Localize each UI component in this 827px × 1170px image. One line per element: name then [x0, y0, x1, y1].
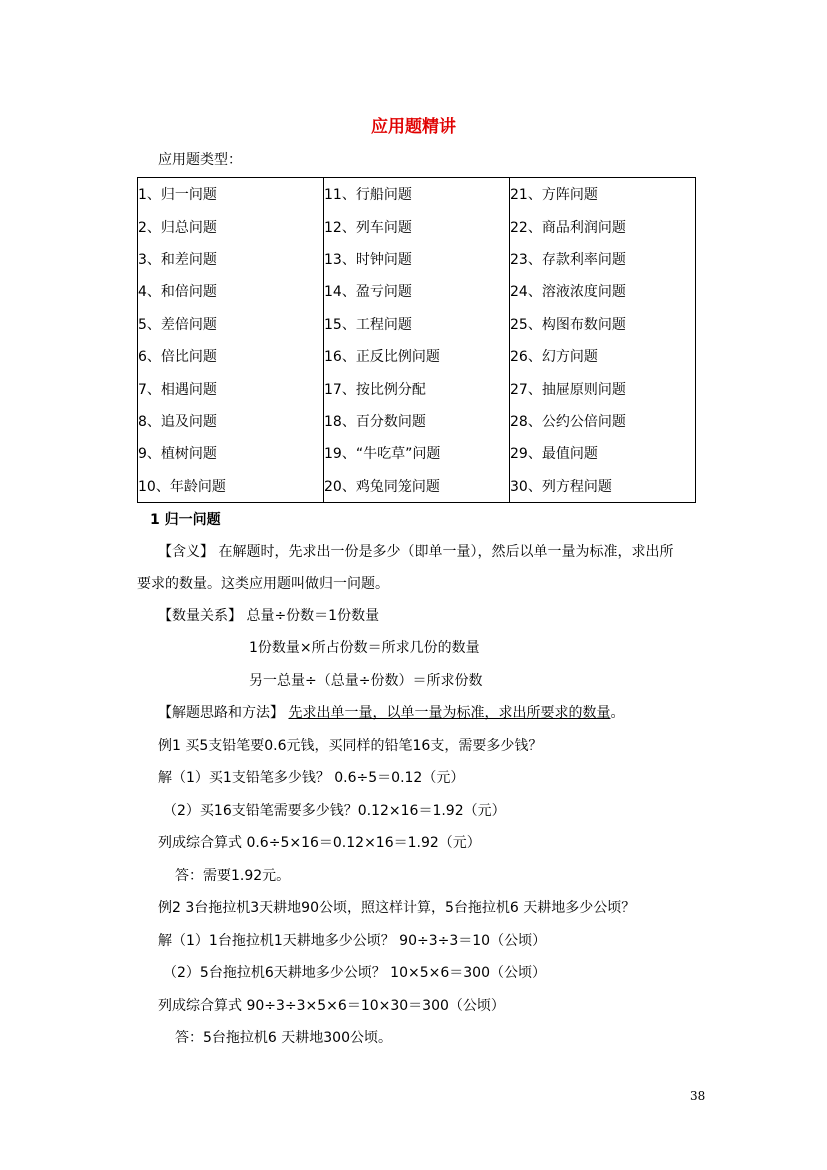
- type-cell: 5、差倍问题: [138, 308, 324, 340]
- type-cell: 27、抽屉原则问题: [510, 372, 696, 404]
- type-cell: 1、归一问题: [138, 178, 324, 211]
- type-cell: 12、列车问题: [324, 210, 510, 242]
- types-row: [138, 405, 696, 437]
- page-title: 应用题精讲: [371, 117, 456, 137]
- type-cell: 29、最值问题: [510, 437, 696, 469]
- types-row: [138, 372, 696, 404]
- relation-line-3: 另一总量÷（总量÷份数）＝所求份数: [249, 673, 483, 689]
- page-number: 38: [690, 1089, 706, 1103]
- type-cell: 30、列方程问题: [510, 470, 696, 503]
- type-cell: 7、相遇问题: [138, 372, 324, 404]
- type-cell: 22、商品利润问题: [510, 210, 696, 242]
- type-cell: 18、百分数问题: [324, 405, 510, 437]
- type-cell: 21、方阵问题: [510, 178, 696, 211]
- example2-answer: 答：5台拖拉机6 天耕地300公顷。: [175, 1030, 392, 1046]
- type-cell: 23、存款利率问题: [510, 243, 696, 275]
- type-cell: 17、按比例分配: [324, 372, 510, 404]
- meaning-tag: 【含义】: [158, 544, 214, 560]
- type-cell: 9、植树问题: [138, 437, 324, 469]
- type-cell: 13、时钟问题: [324, 243, 510, 275]
- example1-step2: （2）买16支铅笔需要多少钱？0.12×16＝1.92（元）: [163, 803, 506, 819]
- type-cell: 2、归总问题: [138, 210, 324, 242]
- type-cell: 28、公约公倍问题: [510, 405, 696, 437]
- relation-line-1: [158, 606, 379, 626]
- types-row: [138, 178, 696, 211]
- types-row: [138, 308, 696, 340]
- types-row: [138, 275, 696, 307]
- meaning-line-2: 要求的数量。这类应用题叫做归一问题。: [137, 576, 389, 592]
- relation-tag: 【数量关系】: [158, 608, 242, 624]
- types-row: [138, 470, 696, 503]
- type-cell: 20、鸡兔同笼问题: [324, 470, 510, 503]
- type-cell: 15、工程问题: [324, 308, 510, 340]
- type-cell: 26、幻方问题: [510, 340, 696, 372]
- types-row: [138, 243, 696, 275]
- example2-question: 例2 3台拖拉机3天耕地90公顷，照这样计算，5台拖拉机6 天耕地多少公顷？: [158, 900, 636, 916]
- method-text: 先求出单一量，以单一量为标准，求出所要求的数量: [288, 705, 611, 721]
- types-label: 应用题类型：: [158, 152, 242, 168]
- type-cell: 3、和差问题: [138, 243, 324, 275]
- method-line: [158, 703, 624, 723]
- type-cell: 11、行船问题: [324, 178, 510, 211]
- example2-formula: 列成综合算式 90÷3÷3×5×6＝10×30＝300（公顷）: [158, 998, 505, 1014]
- meaning-line-1: [158, 542, 673, 562]
- type-cell: 6、倍比问题: [138, 340, 324, 372]
- type-cell: 25、构图布数问题: [510, 308, 696, 340]
- meaning-text-1: 在解题时，先求出一份是多少（即单一量），然后以单一量为标准，求出所: [218, 544, 674, 560]
- example1-formula: 列成综合算式 0.6÷5×16＝0.12×16＝1.92（元）: [158, 835, 481, 851]
- problem-types-table: [137, 177, 696, 503]
- example1-question: 例1 买5支铅笔要0.6元钱，买同样的铅笔16支，需要多少钱？: [158, 738, 543, 754]
- type-cell: 16、正反比例问题: [324, 340, 510, 372]
- type-cell: 4、和倍问题: [138, 275, 324, 307]
- type-cell: 14、盈亏问题: [324, 275, 510, 307]
- example1-answer: 答：需要1.92元。: [175, 868, 291, 884]
- types-row: [138, 210, 696, 242]
- type-cell: 24、溶液浓度问题: [510, 275, 696, 307]
- example2-step2: （2）5台拖拉机6天耕地多少公顷？ 10×5×6＝300（公顷）: [163, 965, 546, 981]
- section-heading: 1 归一问题: [150, 512, 221, 528]
- type-cell: 19、“牛吃草”问题: [324, 437, 510, 469]
- example1-step1: 解（1）买1支铅笔多少钱？ 0.6÷5＝0.12（元）: [158, 770, 465, 786]
- type-cell: 10、年龄问题: [138, 470, 324, 503]
- types-row: [138, 437, 696, 469]
- types-row: [138, 340, 696, 372]
- method-end: 。: [610, 705, 625, 721]
- example2-step1: 解（1）1台拖拉机1天耕地多少公顷？ 90÷3÷3＝10（公顷）: [158, 933, 547, 949]
- relation-line-2: 1份数量×所占份数＝所求几份的数量: [249, 640, 480, 656]
- method-tag: 【解题思路和方法】: [158, 705, 284, 721]
- relation-text-1: 总量÷份数＝1份数量: [246, 608, 380, 624]
- type-cell: 8、追及问题: [138, 405, 324, 437]
